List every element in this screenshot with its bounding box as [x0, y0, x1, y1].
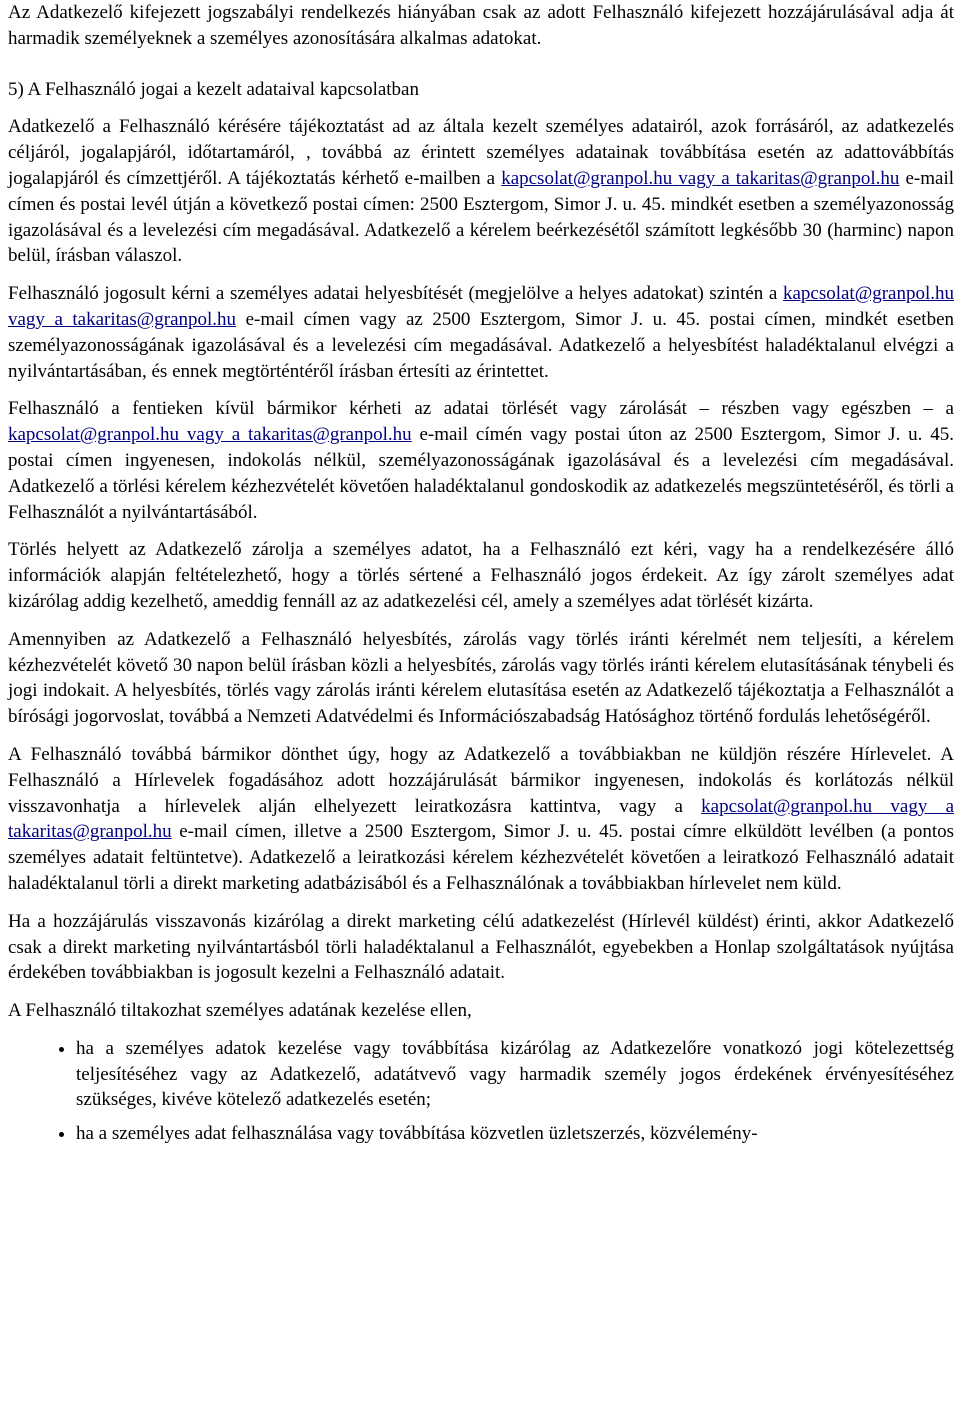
- newsletter-text-continued: e-mail címen, illetve a 2500 Esztergom, Simor J. u. 45. postai címre elküldött levélben (a pontos személyes adatait feltüntetve). Adatkezelő a leiratkozási kérelem kézhezvételét követően a leiratkozó Felhasználó adatait haladéktalanul törli a direkt marketing adatbázisából és a Felhasználónak a továbbiakban hírlevelet nem küld.: [8, 821, 954, 894]
- email-link-takaritas[interactable]: takaritas@granpol.hu: [247, 424, 412, 446]
- email-link-kapcsolat[interactable]: kapcsolat@granpol.hu: [782, 283, 954, 305]
- section-heading: 5) A Felhasználó jogai a kezelt adataival kapcsolatban: [8, 78, 419, 100]
- email-joiner-text: vagy: [186, 424, 224, 446]
- correction-paragraph: [8, 281, 954, 384]
- correction-text-continued: e-mail címen vagy az 2500 Esztergom, Simor J. u. 45. postai címen, mindkét esetben személyazonosságának igazolásával és a levelezési cím megadásával. Adatkezelő a helyesbítést haladéktalanul elvégzi a nyilvántartásában, és ennek megtörténtéről írásban értesíti az érintettet.: [8, 308, 954, 382]
- blocking-paragraph: Törlés helyett az Adatkezelő zárolja a személyes adatot, ha a Felhasználó ezt kéri, vagy ha a rendelkezésére álló információk alapján feltételezhető, hogy a törlés sértené a Felhasználó jogos érdekeit. Az így zárolt személyes adat kizárólag addig kezelhető, ameddig fennáll az az adatkezelési cél, amely a személyes adat törlését kizárta.: [8, 539, 954, 612]
- email-link-takaritas[interactable]: takaritas@granpol.hu: [72, 308, 237, 330]
- direct-marketing-paragraph: Ha a hozzájárulás visszavonás kizárólag a direkt marketing célú adatkezelést (Hírlevél küldést) érinti, akkor Adatkezelő csak a direkt marketing nyilvántartásból törli haladéktalanul a Felhasználót, egyebekben a Honlap szolgáltatások nyújtása érdekében továbbiakban is jogosult kezelni a Felhasználó adatait.: [8, 910, 954, 984]
- email-joiner-text: vagy: [890, 795, 928, 817]
- email-link-joiner[interactable]: vagy a: [186, 424, 248, 446]
- newsletter-paragraph: [8, 742, 954, 897]
- email-link-joiner[interactable]: vagy a: [8, 308, 73, 330]
- objection-paragraph: A Felhasználó tiltakozhat személyes adatának kezelése ellen,: [8, 1000, 472, 1022]
- email-joiner-text: vagy: [678, 167, 716, 189]
- list-item: • ha a személyes adatok kezelése vagy továbbítása kizárólag az Adatkezelőre vonatkozó jogi kötelezettség teljesítéséhez vagy az Adatkezelő, adatátvevő vagy harmadik személy jogos érdekének érvényesítéséhez szükséges, kivéve kötelező adatkezelés esetén;: [76, 1036, 954, 1113]
- objection-bullet-list: [8, 1036, 954, 1147]
- deletion-text-continued: e-mail címén vagy postai úton az 2500 Esztergom, Simor J. u. 45. postai címen ingyenesen, indokolás nélkül, személyazonosságának igazolásával és a levelezési cím megadásával. Adatkezelő a törlési kérelem kézhezvételét követően haladéktalanul gondoskodik az adatkezelés megszüntetéséről, és törli a Felhasználót a nyilvántartásából.: [8, 424, 955, 523]
- correction-text: Felhasználó jogosult kérni a személyes adatai helyesbítését (megjelölve a helyes adatokat) szintén a: [8, 283, 778, 305]
- email-link-kapcsolat[interactable]: kapcsolat@granpol.hu: [701, 795, 873, 817]
- info-request-text: Adatkezelő a Felhasználó kérésére tájékoztatást ad az általa kezelt személyes adatairól, azok forrásáról, az adatkezelés céljáról, jogalapjáról, időtartamáról, , továbbá az érintett személyes adatainak továbbítása esetén az adattovábbítás jogalapjáról és címzettjéről. A tájékoztatás kérhető e-mailben a: [8, 116, 954, 189]
- email-link-joiner[interactable]: vagy a: [678, 167, 736, 189]
- deletion-paragraph: [8, 396, 954, 525]
- email-link-kapcsolat[interactable]: kapcsolat@granpol.hu: [501, 167, 673, 189]
- refusal-paragraph: Amennyiben az Adatkezelő a Felhasználó helyesbítés, zárolás vagy törlés iránti kérelmét nem teljesíti, a kérelem kézhezvételét követő 30 napon belül írásban közli a helyesbítés, zárolás vagy törlés iránti kérelem elutasításának ténybeli és jogi indokait. A helyesbítés, törlés vagy zárolás iránti kérelem elutasítása esetén az Adatkezelő tájékoztatja a Felhasználót a bírósági jogorvoslat, továbbá a Nemzeti Adatvédelmi és Információszabadság Hatósághoz történő fordulás lehetőségéről.: [8, 628, 954, 728]
- email-link-takaritas[interactable]: takaritas@granpol.hu: [8, 821, 172, 843]
- intro-paragraph: Az Adatkezelő kifejezett jogszabályi rendelkezés hiányában csak az adott Felhasználó kifejezett hozzájárulásával adja át harmadik személyeknek a személyes azonosítására alkalmas adatokat.: [8, 2, 954, 49]
- email-joiner-text: vagy: [8, 308, 45, 330]
- newsletter-text: A Felhasználó továbbá bármikor dönthet úgy, hogy az Adatkezelő a továbbiakban ne küldjön részére Hírlevelet. A Felhasználó a Hírlevelek fogadásához adott hozzájárulását bármikor ingyenesen, indokolás és korlátozás nélkül visszavonhatja a hírlevelek alján elhelyezett leiratkozásra kattintva, vagy a: [8, 743, 954, 817]
- list-item: • ha a személyes adat felhasználása vagy továbbítása közvetlen üzletszerzés, közvélemény-: [76, 1121, 954, 1147]
- email-link-joiner[interactable]: vagy a: [890, 795, 955, 817]
- deletion-text: Felhasználó a fentieken kívül bármikor kérheti az adatai törlését vagy zárolását – részben vagy egészben – a: [8, 398, 954, 420]
- email-link-kapcsolat[interactable]: kapcsolat@granpol.hu: [8, 424, 180, 446]
- email-link-takaritas[interactable]: takaritas@granpol.hu: [735, 167, 900, 189]
- info-request-text-continued: e-mail címen és postai levél útján a következő postai címen: 2500 Esztergom, Simor J. u. 45. mindkét esetben a személyazonosság igazolásával és a levelezési cím megadásával. Adatkezelő a kérelem beérkezésétől számított legkésőbb 30 (harminc) napon belül, írásban válaszol.: [8, 167, 955, 267]
- info-request-paragraph: [8, 114, 954, 269]
